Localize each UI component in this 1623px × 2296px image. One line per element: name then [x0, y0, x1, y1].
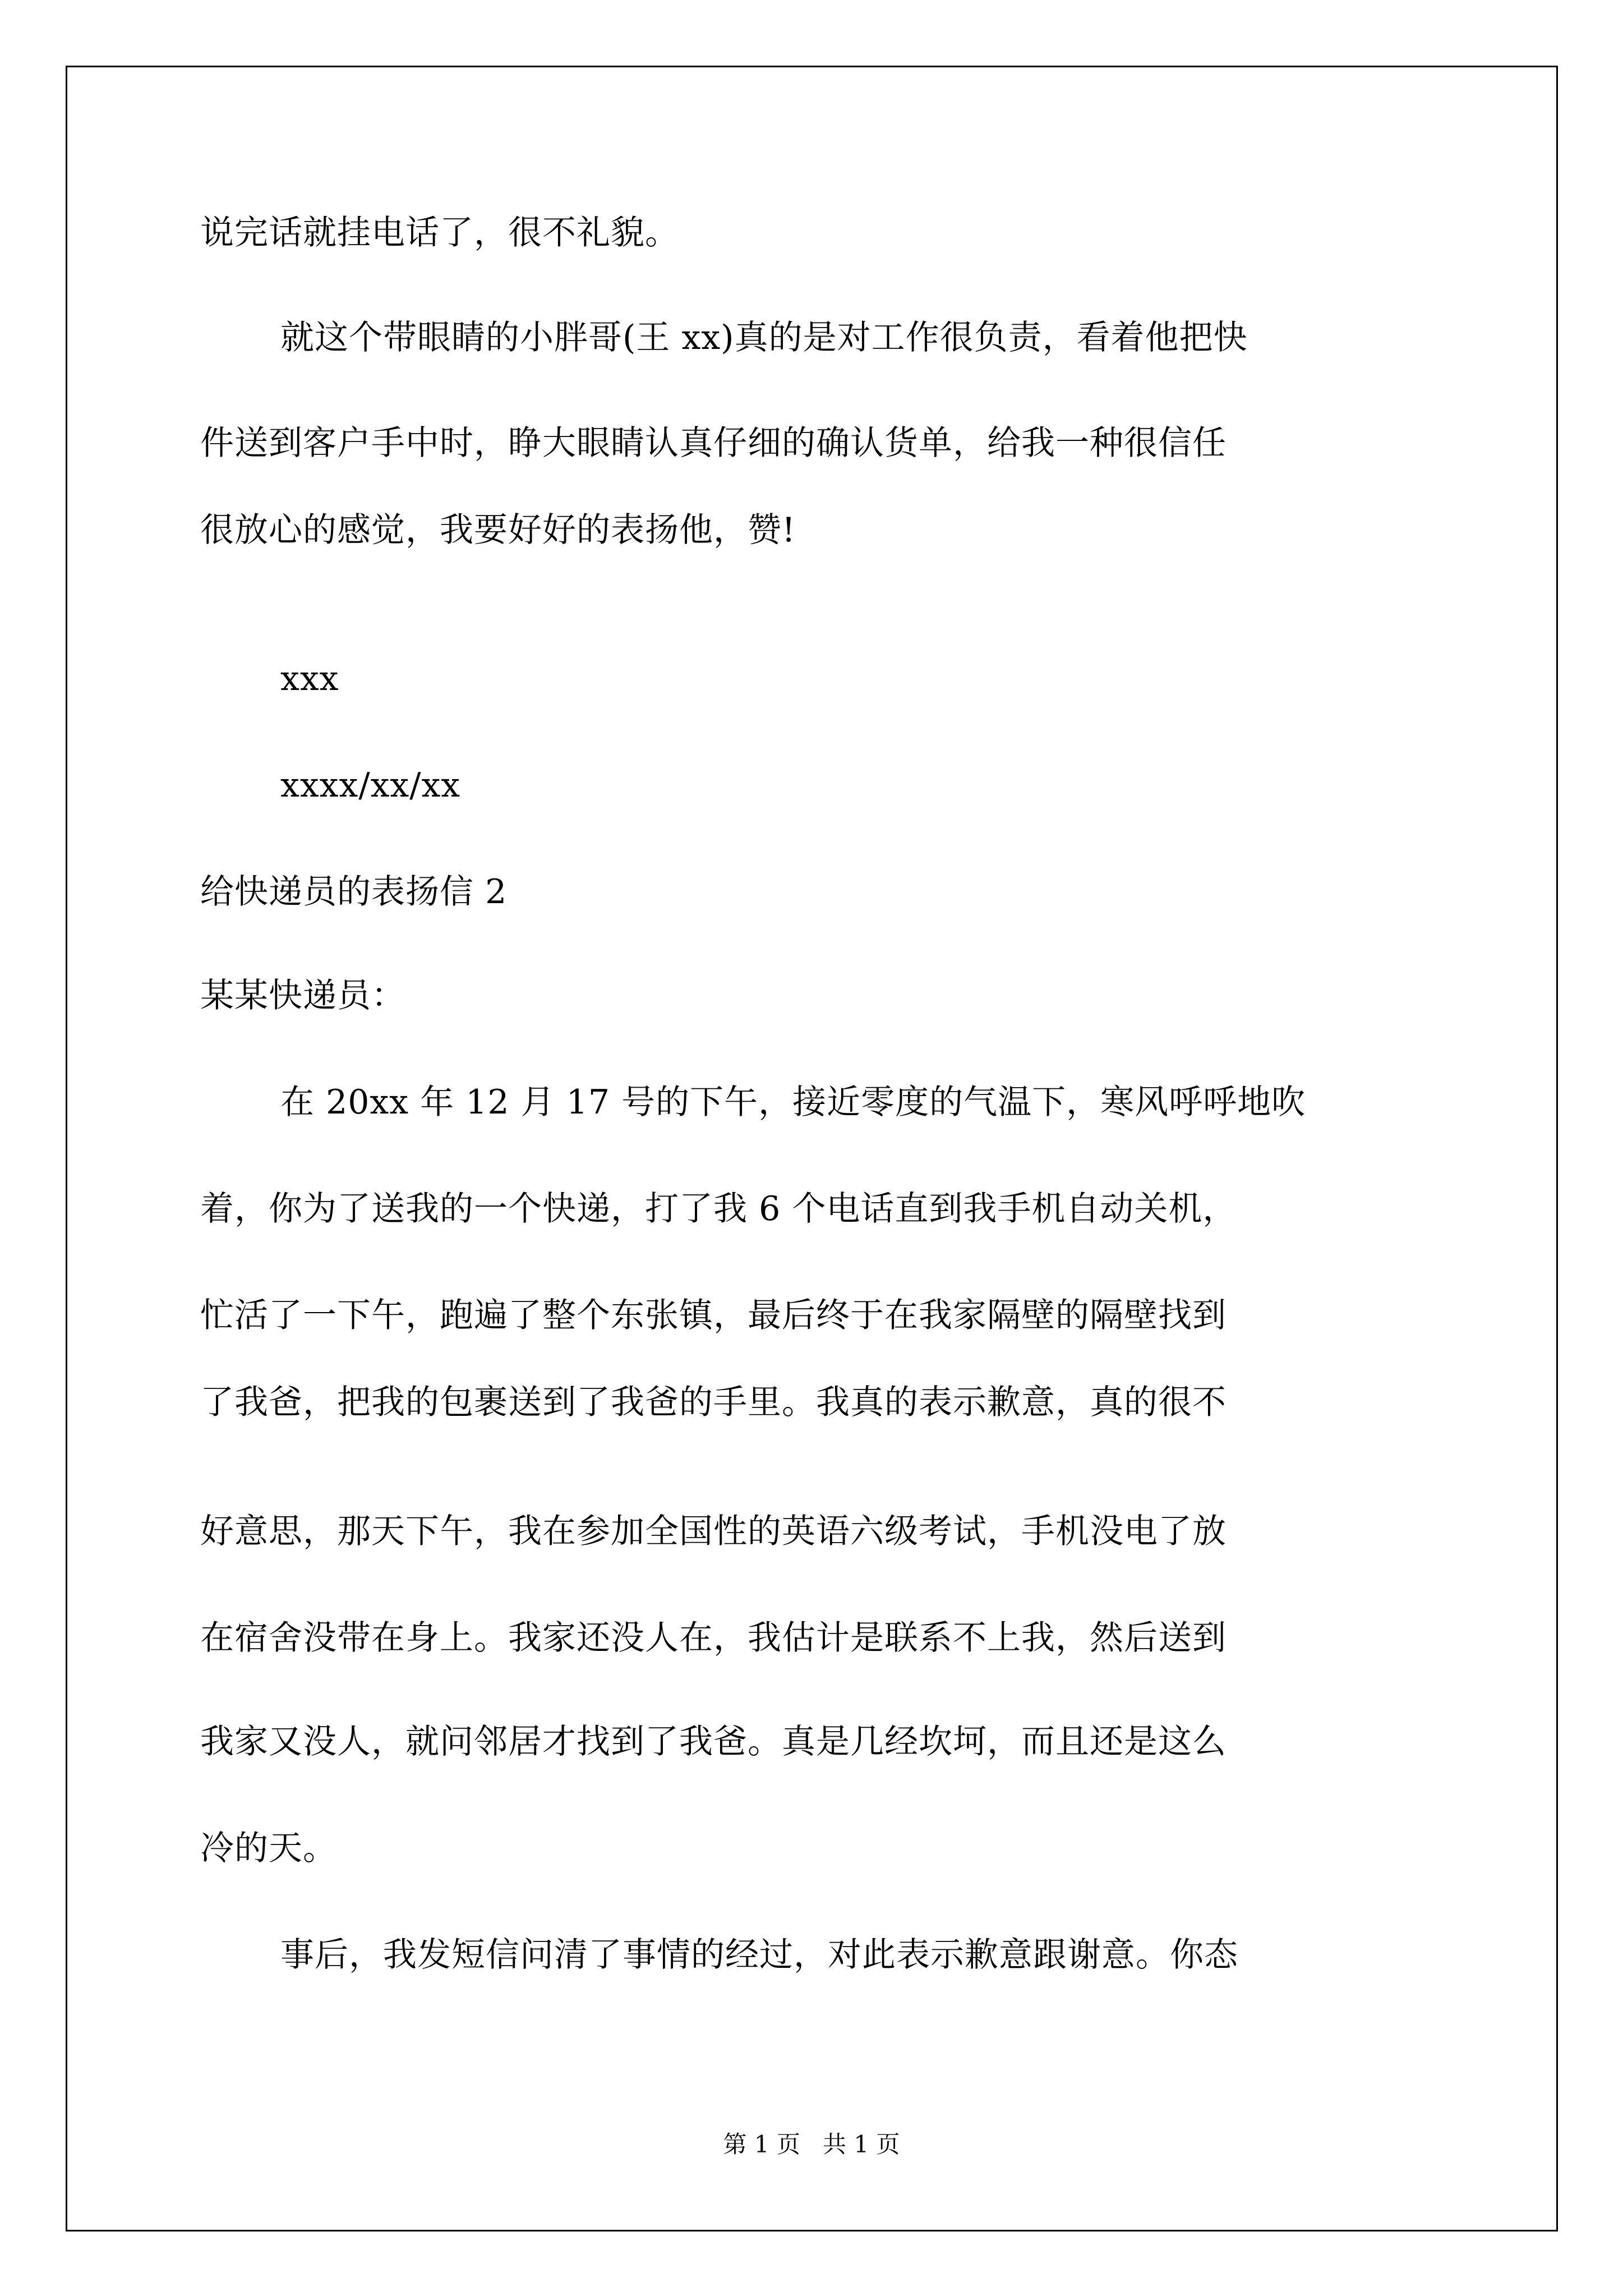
body-text-line: 我家又没人，就问邻居才找到了我爸。真是几经坎坷，而且还是这么: [200, 1722, 1227, 1761]
body-text-line: 了我爸，把我的包裹送到了我爸的手里。我真的表示歉意，真的很不: [200, 1383, 1227, 1422]
page-border: [66, 66, 1558, 2231]
body-text-line: 件送到客户手中时，睁大眼睛认真仔细的确认货单，给我一种很信任: [200, 424, 1227, 463]
body-text-line: 冷的天。: [200, 1829, 337, 1868]
body-text-line: 说完话就挂电话了，很不礼貌。: [200, 213, 679, 252]
section-heading: 给快递员的表扬信 2: [200, 872, 508, 912]
body-text-line: 就这个带眼睛的小胖哥(王 xx)真的是对工作很负责，看着他把快: [280, 318, 1248, 357]
signature-date: xxxx/xx/xx: [280, 766, 461, 805]
body-text-line: 在宿舍没带在身上。我家还没人在，我估计是联系不上我，然后送到: [200, 1618, 1227, 1658]
salutation: 某某快递员：: [200, 976, 405, 1015]
body-text-line: 事后，我发短信问清了事情的经过，对此表示歉意跟谢意。你态: [280, 1935, 1238, 1975]
body-text-line: 着，你为了送我的一个快递，打了我 6 个电话直到我手机自动关机，: [200, 1189, 1237, 1228]
body-text-line: 很放心的感觉，我要好好的表扬他，赞!: [200, 510, 796, 550]
signature-name: xxx: [280, 659, 339, 698]
body-text-line: 忙活了一下午，跑遍了整个东张镇，最后终于在我家隔壁的隔壁找到: [200, 1296, 1227, 1335]
body-text-line: 好意思，那天下午，我在参加全国性的英语六级考试，手机没电了放: [200, 1512, 1227, 1551]
body-text-line: 在 20xx 年 12 月 17 号的下午，接近零度的气温下，寒风呼呼地吹: [280, 1083, 1306, 1122]
page-footer: 第 1 页 共 1 页: [723, 2131, 900, 2158]
